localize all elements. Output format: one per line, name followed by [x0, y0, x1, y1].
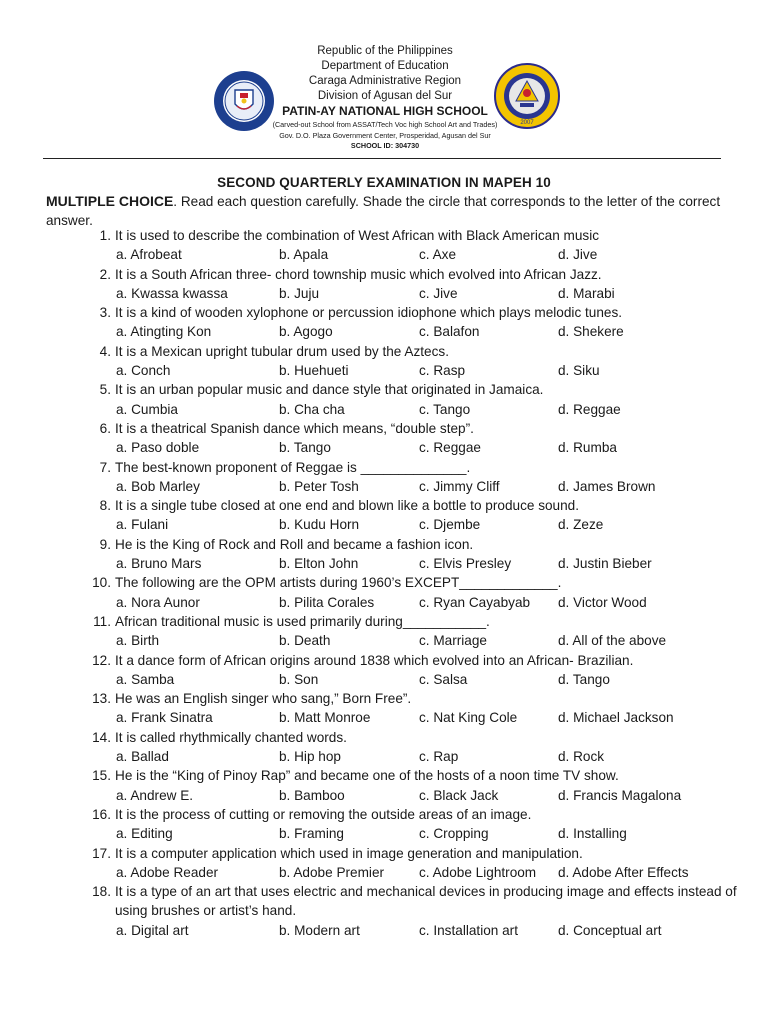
choice-c[interactable]: c. Elvis Presley: [419, 556, 512, 572]
choice-row: [46, 708, 746, 727]
choice-row: [46, 631, 746, 650]
question-number: 7.: [99, 459, 111, 475]
question-text: It a dance form of African origins around 1838 which evolved into an African- Brazilian.: [115, 652, 634, 668]
choice-row: [46, 477, 746, 496]
school-address: Gov. D.O. Plaza Government Center, Prosperidad, Agusan del Sur: [279, 131, 491, 140]
question-item: [46, 766, 746, 805]
choice-b[interactable]: b. Modern art: [279, 922, 360, 938]
choice-row: [46, 438, 746, 457]
question-text: The following are the OPM artists during 1960’s EXCEPT_____________.: [115, 575, 562, 591]
question-row: [46, 496, 746, 515]
choice-d[interactable]: d. Marabi: [558, 285, 615, 301]
choice-d[interactable]: d. Michael Jackson: [558, 710, 674, 726]
department-line: Department of Education: [321, 60, 449, 72]
question-number: 9.: [99, 536, 111, 552]
choice-c[interactable]: c. Nat King Cole: [419, 710, 518, 726]
school-name: PATIN-AY NATIONAL HIGH SCHOOL: [282, 104, 488, 118]
choice-c[interactable]: c. Marriage: [419, 633, 487, 649]
question-item: [46, 882, 746, 940]
question-item: [46, 419, 746, 458]
question-row: [46, 651, 746, 670]
choice-row: [46, 921, 746, 940]
choice-a[interactable]: a. Bob Marley: [116, 478, 200, 494]
choice-c[interactable]: c. Black Jack: [419, 787, 499, 803]
choice-row: [46, 245, 746, 264]
question-item: [46, 651, 746, 690]
choice-c[interactable]: c. Installation art: [419, 922, 518, 938]
question-list: [46, 226, 746, 940]
question-text: He is the King of Rock and Roll and became a fashion icon.: [115, 536, 474, 552]
choice-a[interactable]: a. Afrobeat: [116, 247, 182, 263]
choice-a[interactable]: a. Frank Sinatra: [116, 710, 213, 726]
choice-c[interactable]: c. Djembe: [419, 517, 481, 533]
choice-c[interactable]: c. Salsa: [419, 671, 468, 687]
choice-c[interactable]: c. Rasp: [419, 363, 466, 379]
document-header: [0, 44, 768, 162]
question-item: [46, 612, 746, 651]
question-number: 15.: [92, 768, 111, 784]
instructions: [46, 192, 736, 230]
choice-a[interactable]: a. Andrew E.: [116, 787, 194, 803]
choice-row: [46, 322, 746, 341]
question-number: 4.: [99, 343, 111, 359]
question-item: [46, 844, 746, 883]
choice-c[interactable]: c. Ryan Cayabyab: [419, 594, 531, 610]
choice-d[interactable]: d. Shekere: [558, 324, 624, 340]
choice-a[interactable]: a. Kwassa kwassa: [116, 285, 228, 301]
choice-d[interactable]: d. Rumba: [558, 440, 617, 456]
choice-c[interactable]: c. Tango: [419, 401, 471, 417]
choice-a[interactable]: a. Fulani: [116, 517, 169, 533]
question-row: [46, 458, 746, 477]
question-text: He is the “King of Pinoy Rap” and became one of the hosts of a noon time TV show.: [115, 768, 619, 784]
question-row: [46, 573, 746, 592]
question-text: The best-known proponent of Reggae is ______________.: [115, 459, 471, 475]
choice-a[interactable]: a. Cumbia: [116, 401, 178, 417]
choice-d[interactable]: d. Tango: [558, 671, 610, 687]
choice-b[interactable]: b. Peter Tosh: [279, 478, 359, 494]
choice-row: [46, 747, 746, 766]
choice-a[interactable]: a. Conch: [116, 363, 171, 379]
choice-d[interactable]: d. James Brown: [558, 478, 656, 494]
choice-row: [46, 863, 746, 882]
choice-b[interactable]: b. Huehueti: [279, 363, 349, 379]
question-number: 6.: [99, 420, 111, 436]
question-number: 16.: [92, 806, 111, 822]
question-text: He was an English singer who sang,” Born Free”.: [115, 691, 412, 707]
question-number: 18.: [92, 884, 111, 900]
choice-row: [46, 284, 746, 303]
question-text: It is a kind of wooden xylophone or percussion idiophone which plays melodic tunes.: [115, 305, 623, 321]
choice-c[interactable]: c. Rap: [419, 749, 459, 765]
choice-d[interactable]: d. All of the above: [558, 633, 667, 649]
division-line: Division of Agusan del Sur: [317, 90, 453, 102]
choice-b[interactable]: b. Matt Monroe: [279, 710, 371, 726]
region-line: Caraga Administrative Region: [308, 75, 462, 87]
choice-row: [46, 554, 746, 573]
choice-d[interactable]: d. Zeze: [558, 517, 604, 533]
choice-a[interactable]: a. Ballad: [116, 749, 169, 765]
choice-d[interactable]: d. Victor Wood: [558, 594, 647, 610]
choice-d[interactable]: d. Rock: [558, 749, 605, 765]
school-note: (Carved-out School from ASSAT/Tech Voc high School Art and Trades): [272, 120, 498, 129]
question-item: [46, 573, 746, 612]
instruction-text: . Read each question carefully. Shade the circle that corresponds to the letter of the correct answer.: [46, 194, 721, 228]
question-number: 12.: [92, 652, 111, 668]
question-number: 10.: [92, 575, 111, 591]
question-row: [46, 844, 746, 863]
choice-b[interactable]: b. Hip hop: [279, 749, 341, 765]
choice-a[interactable]: a. Bruno Mars: [116, 556, 202, 572]
school-id: SCHOOL ID: 304730: [350, 141, 420, 150]
question-text: It is a single tube closed at one end and blown like a bottle to produce sound.: [115, 498, 580, 514]
header-divider: [43, 158, 721, 159]
choice-c[interactable]: c. Balafon: [419, 324, 480, 340]
question-item: [46, 265, 746, 304]
choice-b[interactable]: b. Son: [279, 671, 319, 687]
choice-a[interactable]: a. Nora Aunor: [116, 594, 200, 610]
choice-a[interactable]: a. Atingting Kon: [116, 324, 212, 340]
choice-c[interactable]: c. Reggae: [419, 440, 481, 456]
choice-row: [46, 670, 746, 689]
question-text: It is a computer application which used in image generation and manipulation.: [115, 845, 583, 861]
choice-d[interactable]: d. Jive: [558, 247, 598, 263]
choice-row: [46, 515, 746, 534]
question-text: African traditional music is used primarily during___________.: [115, 613, 490, 629]
question-row: [46, 728, 746, 747]
question-item: [46, 226, 746, 265]
choice-a[interactable]: a. Digital art: [116, 922, 189, 938]
question-row: [46, 226, 746, 245]
question-row: [46, 303, 746, 322]
question-item: [46, 342, 746, 381]
choice-d[interactable]: d. Justin Bieber: [558, 556, 652, 572]
deped-seal-icon: [213, 70, 275, 132]
choice-c[interactable]: c. Axe: [419, 247, 457, 263]
choice-c[interactable]: c. Jive: [419, 285, 458, 301]
choice-a[interactable]: a. Adobe Reader: [116, 864, 219, 880]
choice-c[interactable]: c. Adobe Lightroom: [419, 864, 537, 880]
question-number: 17.: [92, 845, 111, 861]
choice-b[interactable]: b. Death: [279, 633, 331, 649]
question-number: 14.: [92, 729, 111, 745]
question-row: [46, 882, 746, 921]
choice-d[interactable]: d. Installing: [558, 826, 627, 842]
question-item: [46, 535, 746, 574]
choice-b[interactable]: b. Framing: [279, 826, 344, 842]
choice-b[interactable]: b. Kudu Horn: [279, 517, 360, 533]
question-text: It is a type of an art that uses electric and mechanical devices in producing image and effects instead of using brushes or artist’s hand.: [115, 884, 737, 919]
choice-b[interactable]: b. Tango: [279, 440, 331, 456]
choice-a[interactable]: a. Birth: [116, 633, 160, 649]
question-row: [46, 380, 746, 399]
question-row: [46, 342, 746, 361]
question-row: [46, 805, 746, 824]
choice-row: [46, 361, 746, 380]
question-text: It is the process of cutting or removing the outside areas of an image.: [115, 806, 532, 822]
question-row: [46, 766, 746, 785]
question-item: [46, 805, 746, 844]
question-text: It is an urban popular music and dance style that originated in Jamaica.: [115, 382, 544, 398]
choice-b[interactable]: b. Cha cha: [279, 401, 345, 417]
choice-b[interactable]: b. Elton John: [279, 556, 359, 572]
choice-row: [46, 786, 746, 805]
choice-a[interactable]: a. Editing: [116, 826, 173, 842]
question-text: It is a theatrical Spanish dance which means, “double step”.: [115, 420, 474, 436]
choice-d[interactable]: d. Siku: [558, 363, 600, 379]
choice-row: [46, 400, 746, 419]
exam-title: SECOND QUARTERLY EXAMINATION IN MAPEH 10: [217, 175, 551, 190]
seal-year: 2007: [520, 120, 534, 126]
question-number: 1.: [99, 228, 111, 243]
question-number: 2.: [99, 266, 111, 282]
choice-b[interactable]: b. Pilita Corales: [279, 594, 375, 610]
choice-d[interactable]: d. Reggae: [558, 401, 621, 417]
question-item: [46, 380, 746, 419]
choice-a[interactable]: a. Samba: [116, 671, 175, 687]
choice-row: [46, 593, 746, 612]
question-number: 5.: [99, 382, 111, 398]
question-number: 3.: [99, 305, 111, 321]
choice-b[interactable]: b. Apala: [279, 247, 329, 263]
question-text: It is called rhythmically chanted words.: [115, 729, 347, 745]
question-item: [46, 303, 746, 342]
question-text: It is a South African three- chord township music which evolved into African Jazz.: [115, 266, 602, 282]
question-item: [46, 496, 746, 535]
question-text: It is used to describe the combination of West African with Black American music: [115, 228, 600, 243]
republic-line: Republic of the Philippines: [317, 45, 453, 57]
choice-row: [46, 824, 746, 843]
question-number: 11.: [93, 613, 111, 629]
question-item: [46, 728, 746, 767]
question-number: 13.: [92, 691, 111, 707]
choice-b[interactable]: b. Adobe Premier: [279, 864, 385, 880]
choice-b[interactable]: b. Agogo: [279, 324, 333, 340]
choice-c[interactable]: c. Jimmy Cliff: [419, 478, 500, 494]
question-text: It is a Mexican upright tubular drum used by the Aztecs.: [115, 343, 449, 359]
instruction-label: MULTIPLE CHOICE: [46, 193, 174, 209]
question-row: [46, 535, 746, 554]
choice-c[interactable]: c. Cropping: [419, 826, 489, 842]
choice-b[interactable]: b. Bamboo: [279, 787, 345, 803]
choice-d[interactable]: d. Francis Magalona: [558, 787, 682, 803]
question-row: [46, 265, 746, 284]
question-item: [46, 458, 746, 497]
question-number: 8.: [99, 498, 111, 514]
question-row: [46, 419, 746, 438]
school-seal-icon: [494, 63, 560, 129]
choice-d[interactable]: d. Conceptual art: [558, 922, 662, 938]
choice-a[interactable]: a. Paso doble: [116, 440, 200, 456]
question-row: [46, 612, 746, 631]
choice-b[interactable]: b. Juju: [279, 285, 320, 301]
question-row: [46, 689, 746, 708]
choice-d[interactable]: d. Adobe After Effects: [558, 864, 689, 880]
question-item: [46, 689, 746, 728]
